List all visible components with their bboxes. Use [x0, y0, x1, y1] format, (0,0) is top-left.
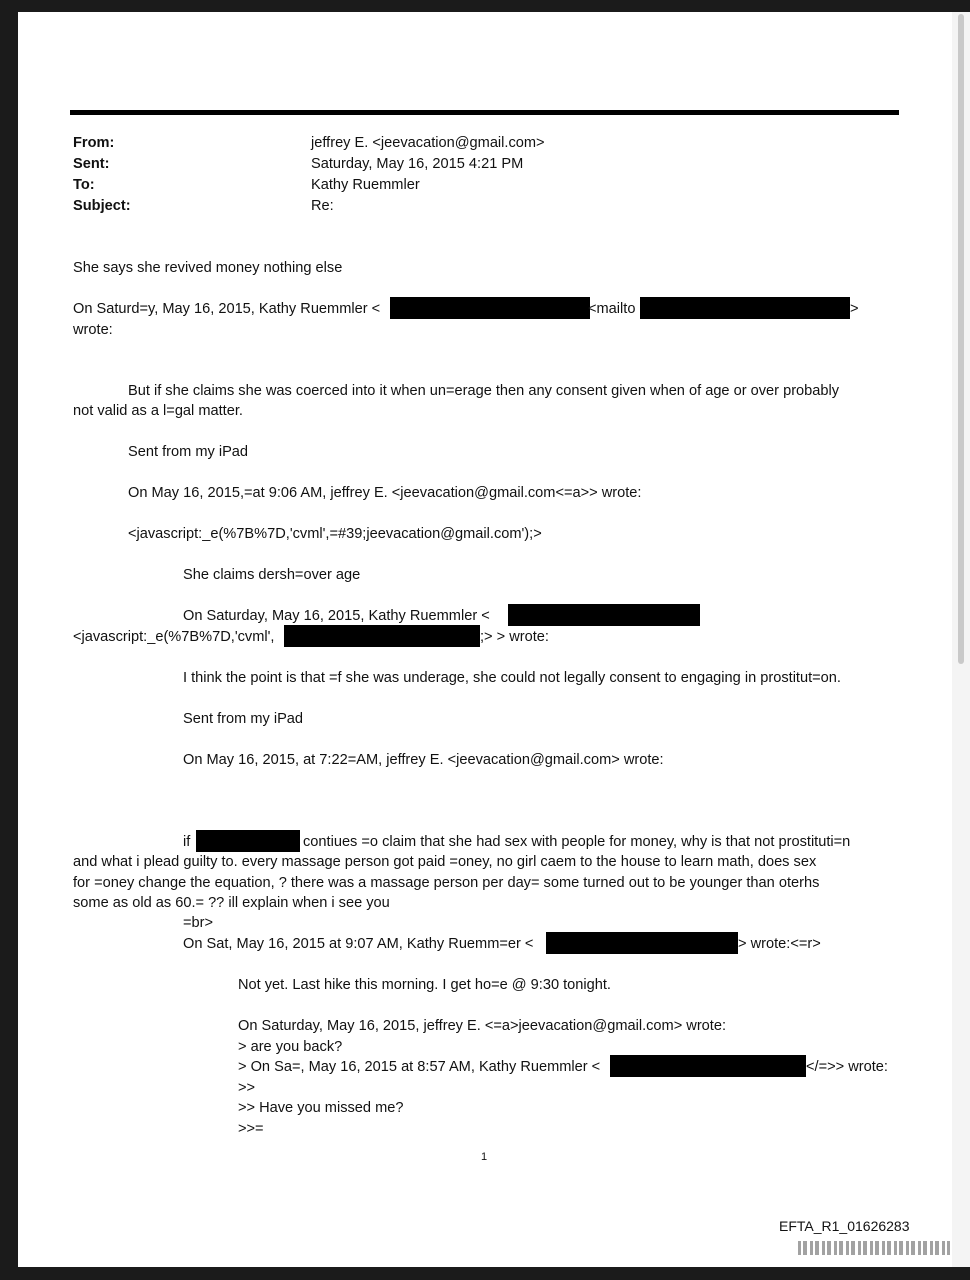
- body-line: <javascript:_e(%7B%7D,'cvml',: [73, 629, 275, 645]
- sent-label: Sent:: [73, 156, 110, 172]
- body-line: > are you back?: [238, 1039, 343, 1055]
- body-line: But if she claims she was coerced into it when un=erage then any consent given when of age or over probably: [128, 383, 840, 399]
- scrollbar[interactable]: [952, 12, 970, 1267]
- body-line: On May 16, 2015,=at 9:06 AM, jeffrey E. <jeevacation@gmail.com<=a>> wrote:: [128, 485, 642, 501]
- body-line: >: [850, 301, 859, 317]
- body-line: > On Sa=, May 16, 2015 at 8:57 AM, Kathy Ruemmler <: [238, 1059, 601, 1075]
- redaction-bar: [508, 604, 700, 626]
- body-line: ;> > wrote:: [480, 629, 549, 645]
- body-line: not valid as a l=gal matter.: [73, 403, 243, 419]
- redaction-bar: [390, 297, 590, 319]
- body-line: and what i plead guilty to. every massage person got paid =oney, no girl caem to the house to learn math, does sex: [73, 854, 817, 870]
- body-line: > wrote:<=r>: [738, 936, 821, 952]
- body-line: </=>> wrote:: [806, 1059, 888, 1075]
- body-line: Sent from my iPad: [128, 444, 249, 460]
- document-page: [18, 12, 952, 1267]
- header-rule: [70, 110, 899, 115]
- subject-label: Subject:: [73, 198, 131, 214]
- body-line: contiues =o claim that she had sex with people for money, why is that not prostituti=n: [303, 834, 851, 850]
- redaction-bar: [196, 830, 300, 852]
- redaction-bar: [640, 297, 850, 319]
- redaction-bar: [546, 932, 738, 954]
- body-line: >>=: [238, 1121, 264, 1137]
- body-line: <javascript:_e(%7B%7D,'cvml',=#39;jeevacation@gmail.com');>: [128, 526, 542, 542]
- redaction-bar: [284, 625, 480, 647]
- body-line: Not yet. Last hike this morning. I get ho=e @ 9:30 tonight.: [238, 977, 611, 993]
- body-line: >>: [238, 1080, 256, 1096]
- body-line: On Saturday, May 16, 2015, jeffrey E. <=a>jeevacation@gmail.com> wrote:: [238, 1018, 727, 1034]
- bates-stamp: EFTA_R1_01626283: [779, 1218, 910, 1234]
- redaction-bar: [610, 1055, 806, 1077]
- sent-value: Saturday, May 16, 2015 4:21 PM: [311, 156, 524, 172]
- body-line: wrote:: [73, 322, 113, 338]
- body-line: On May 16, 2015, at 7:22=AM, jeffrey E. <jeevacation@gmail.com> wrote:: [183, 752, 664, 768]
- body-line: <mailto: [588, 301, 636, 317]
- body-line: Sent from my iPad: [183, 711, 304, 727]
- from-value: jeffrey E. <jeevacation@gmail.com>: [311, 135, 545, 151]
- body-line: for =oney change the equation, ? there was a massage person per day= some turned out to be younger than oterhs: [73, 875, 820, 891]
- body-line: I think the point is that =f she was underage, she could not legally consent to engaging in prostitut=on.: [183, 670, 841, 686]
- to-label: To:: [73, 177, 95, 193]
- body-line: On Saturday, May 16, 2015, Kathy Ruemmler <: [183, 608, 490, 624]
- scrollbar-thumb[interactable]: [958, 14, 964, 664]
- body-line: She says she revived money nothing else: [73, 260, 343, 276]
- barcode: [798, 1241, 950, 1255]
- body-line: if: [183, 834, 191, 850]
- body-line: On Sat, May 16, 2015 at 9:07 AM, Kathy Ruemm=er <: [183, 936, 534, 952]
- from-label: From:: [73, 135, 115, 151]
- body-line: some as old as 60.= ?? ill explain when i see you: [73, 895, 390, 911]
- subject-value: Re:: [311, 198, 334, 214]
- body-line: =br>: [183, 915, 214, 931]
- body-line: >> Have you missed me?: [238, 1100, 404, 1116]
- body-line: On Saturd=y, May 16, 2015, Kathy Ruemmler <: [73, 301, 381, 317]
- body-line: She claims dersh=over age: [183, 567, 361, 583]
- to-value: Kathy Ruemmler: [311, 177, 420, 193]
- page-number: 1: [481, 1151, 488, 1163]
